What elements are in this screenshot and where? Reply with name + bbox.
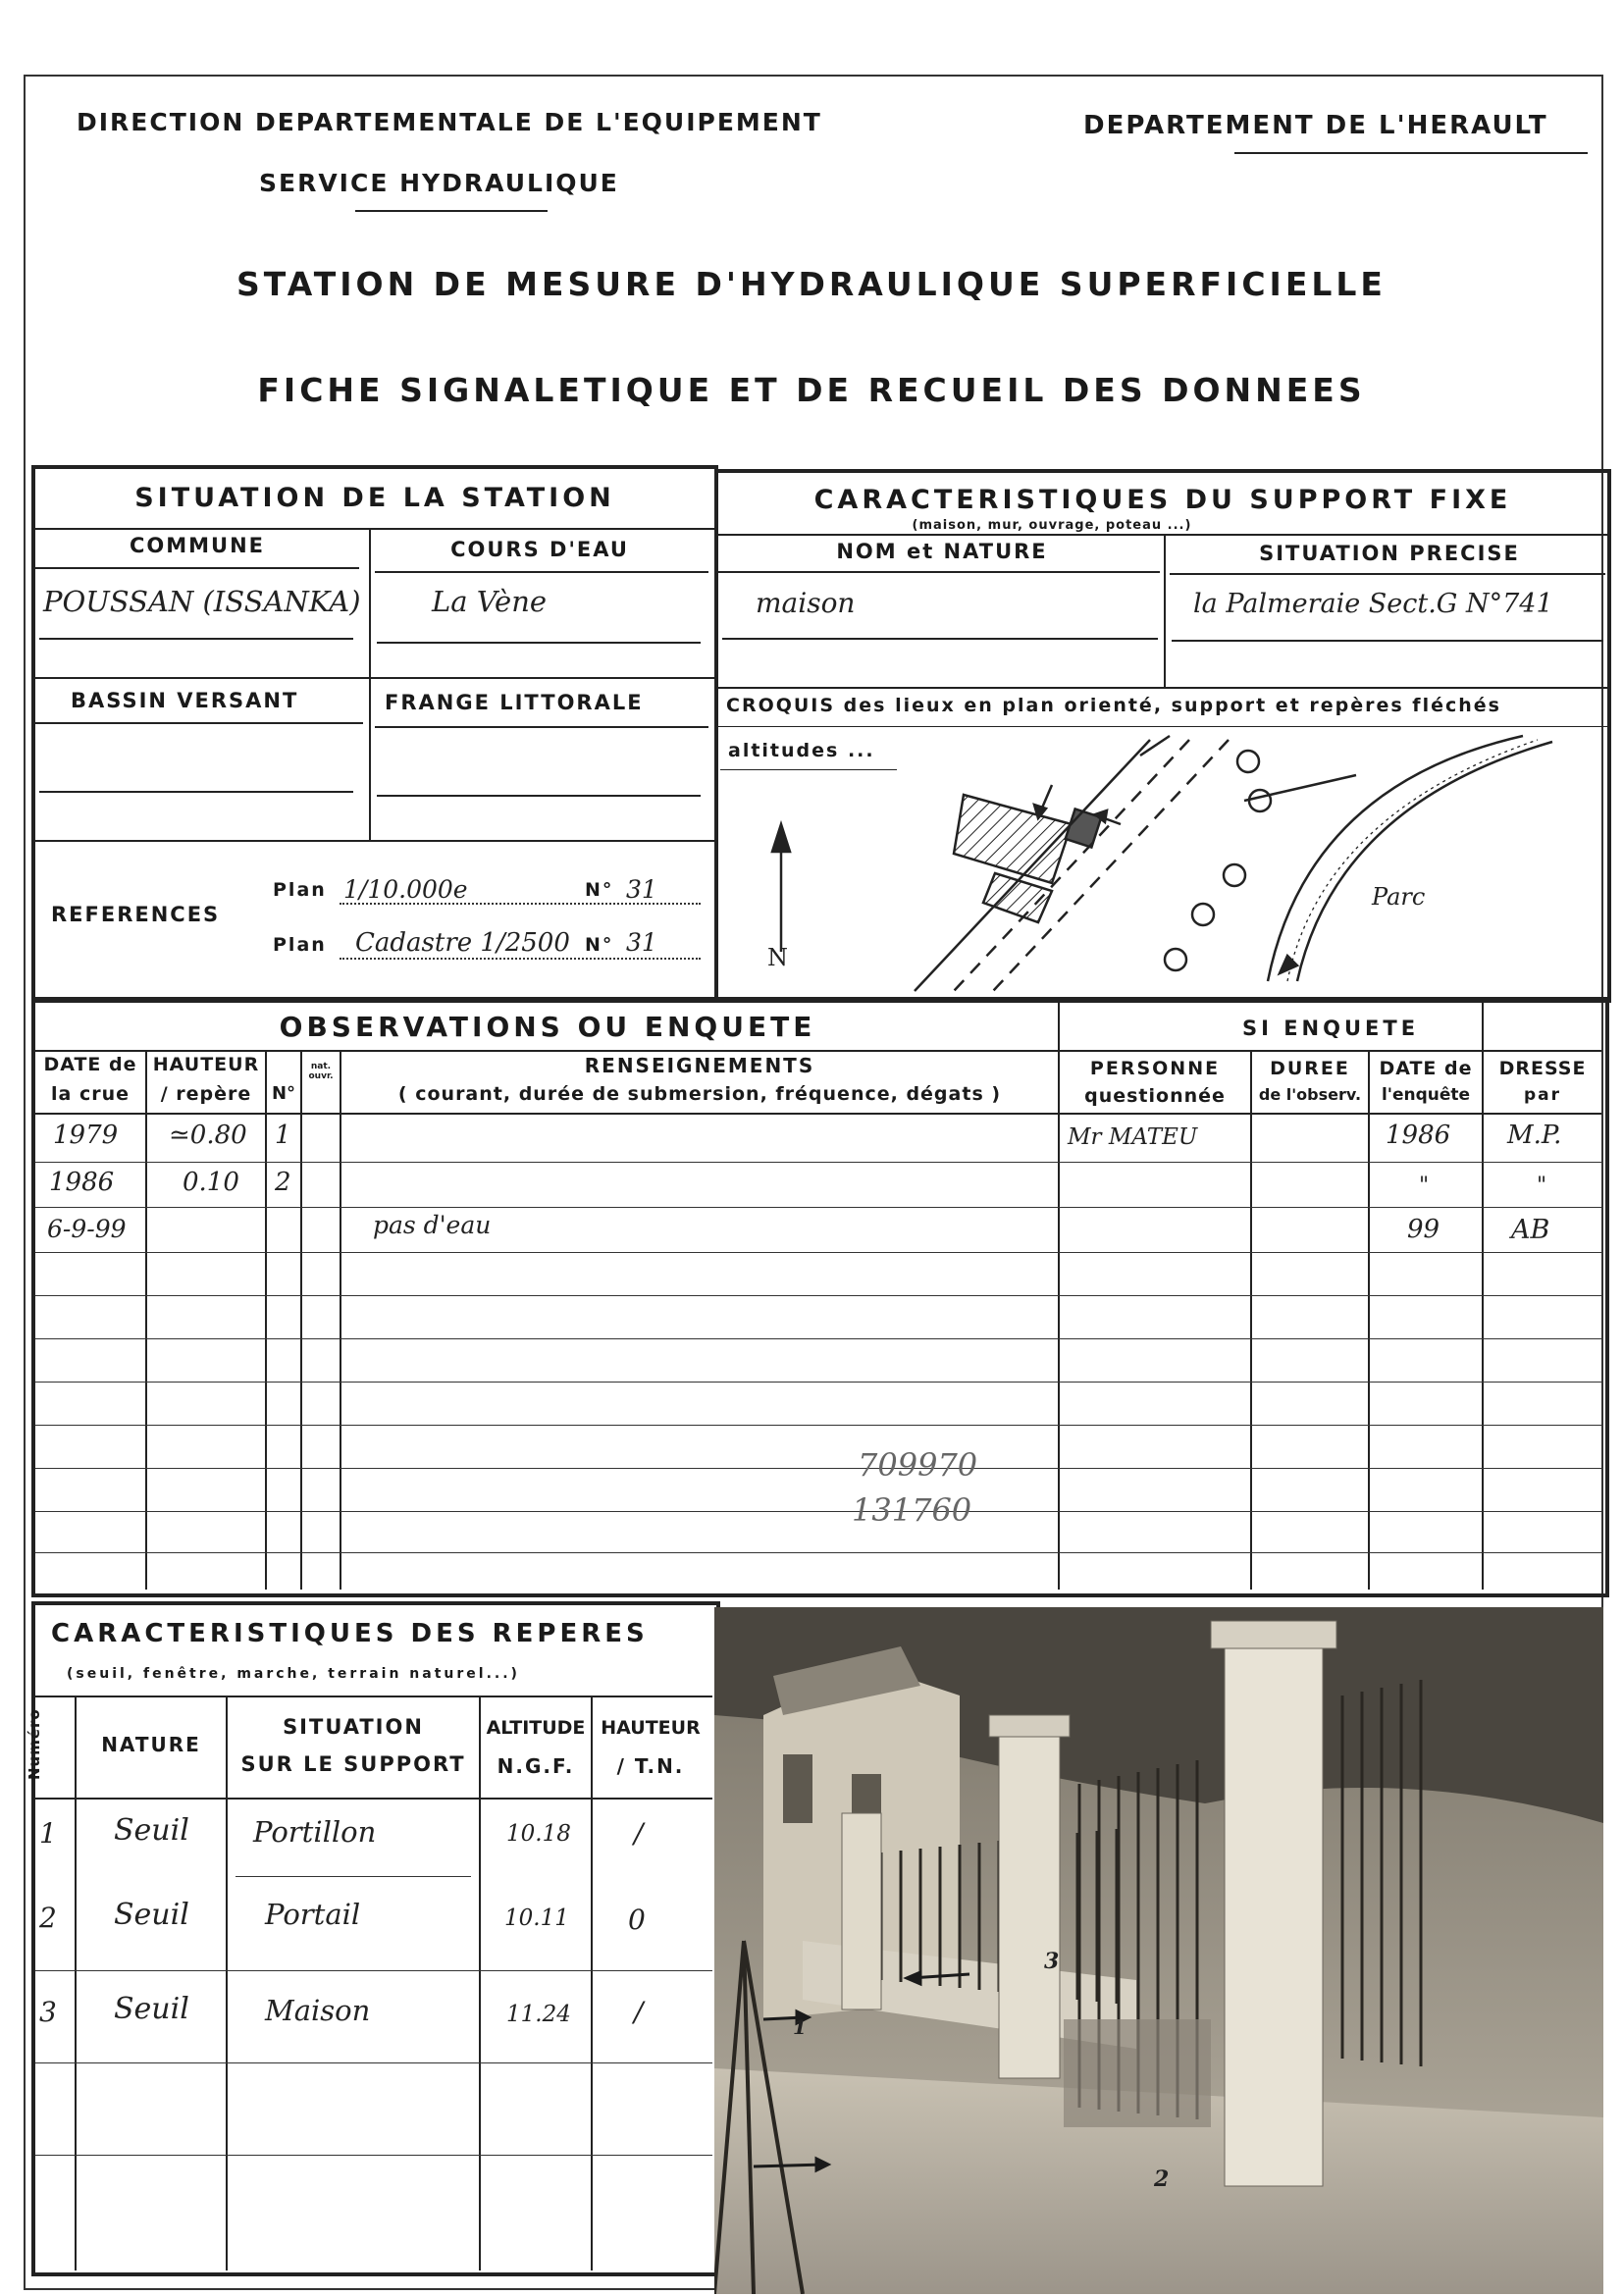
col-duree-2: de l'observ. — [1258, 1085, 1362, 1104]
reperes-heading: CARACTERISTIQUES DES REPERES — [51, 1619, 649, 1648]
col-nature: NATURE — [101, 1733, 201, 1756]
repere-row-2-no: 2 — [39, 1902, 57, 1934]
cours-label: COURS D'EAU — [450, 538, 629, 561]
croquis-label: CROQUIS des lieux en plan orienté, support et repères fléchés — [726, 695, 1501, 716]
nom-value: maison — [756, 587, 856, 619]
obs-row-1-no: 1 — [275, 1121, 291, 1150]
repere-row-1-situation: Portillon — [253, 1815, 377, 1849]
photo-marker-1: 1 — [793, 2015, 807, 2039]
col-altitude-2: N.G.F. — [497, 1754, 575, 1778]
si-enquete-heading: SI ENQUETE — [1241, 1017, 1420, 1040]
col-personne-2: questionnée — [1084, 1085, 1226, 1107]
col-duree-1: DUREE — [1270, 1058, 1350, 1079]
plan1-no-label: N° — [585, 879, 614, 901]
obs-row-1-personne: Mr MATEU — [1068, 1124, 1198, 1150]
col-date-1: DATE de — [43, 1054, 137, 1075]
reperes-subheading: (seuil, fenêtre, marche, terrain naturel...) — [67, 1666, 520, 1682]
plan1-no: 31 — [626, 875, 657, 904]
col-no: N° — [271, 1083, 296, 1104]
obs-row-3-dresse: AB — [1511, 1215, 1550, 1245]
coord-y: 131760 — [852, 1491, 972, 1529]
repere-row-1-hauteur: / — [634, 1817, 644, 1850]
header-direction: DIRECTION DEPARTEMENTALE DE L'EQUIPEMENT — [77, 108, 822, 136]
col-situation-1: SITUATION — [283, 1715, 424, 1739]
header-departement: DEPARTEMENT DE L'HERAULT — [1083, 111, 1548, 140]
col-personne-1: PERSONNE — [1089, 1058, 1221, 1079]
col-date-enq-1: DATE de — [1379, 1058, 1473, 1079]
repere-row-3-situation: Maison — [265, 1994, 371, 2027]
references-label: REFERENCES — [51, 903, 221, 926]
plan2-no-label: N° — [585, 934, 614, 956]
repere-row-3-altitude: 11.24 — [506, 2002, 571, 2027]
repere-row-2-altitude: 10.11 — [504, 1905, 569, 1931]
situation-heading: SITUATION DE LA STATION — [134, 483, 615, 513]
situation-precise-label: SITUATION PRECISE — [1259, 542, 1520, 565]
repere-row-2-situation: Portail — [265, 1898, 361, 1931]
col-altitude-1: ALTITUDE — [486, 1717, 586, 1739]
plan2-prefix: Plan — [273, 934, 327, 956]
obs-row-1-hauteur: ≃0.80 — [169, 1121, 247, 1150]
photo-marker-2: 2 — [1154, 2166, 1170, 2192]
repere-row-3-no: 3 — [39, 1996, 57, 2028]
support-subheading: (maison, mur, ouvrage, poteau ...) — [912, 518, 1192, 533]
repere-row-2-hauteur: 0 — [628, 1904, 646, 1936]
header-service: SERVICE HYDRAULIQUE — [259, 169, 619, 197]
plan1-value: 1/10.000e — [343, 875, 468, 904]
col-hauteur-tn-1: HAUTEUR — [601, 1717, 701, 1739]
obs-row-2-date-enq: " — [1419, 1174, 1430, 1198]
obs-row-1-dresse: M.P. — [1507, 1121, 1562, 1150]
title-station: STATION DE MESURE D'HYDRAULIQUE SUPERFICIELLE — [236, 265, 1387, 303]
repere-row-3-hauteur: / — [634, 1996, 644, 2028]
col-hauteur-2: / repère — [160, 1083, 252, 1105]
cours-value: La Vène — [432, 585, 548, 618]
repere-row-3-nature: Seuil — [114, 1992, 189, 2026]
observations-heading: OBSERVATIONS OU ENQUETE — [279, 1011, 816, 1043]
plan1-prefix: Plan — [273, 879, 327, 901]
col-rens: RENSEIGNEMENTS — [584, 1054, 815, 1077]
repere-row-1-altitude: 10.18 — [506, 1821, 571, 1847]
col-date-enq-2: l'enquête — [1381, 1085, 1471, 1105]
col-situation-2: SUR LE SUPPORT — [240, 1752, 466, 1776]
col-hauteur-1: HAUTEUR — [152, 1054, 260, 1075]
situation-precise-value: la Palmeraie Sect.G N°741 — [1193, 589, 1553, 619]
title-fiche: FICHE SIGNALETIQUE ET DE RECUEIL DES DONNEES — [257, 371, 1366, 409]
reperes-box — [31, 1601, 720, 2276]
plan2-no: 31 — [626, 928, 657, 957]
frange-label: FRANGE LITTORALE — [385, 691, 644, 714]
repere-row-1-no: 1 — [39, 1817, 57, 1850]
commune-label: COMMUNE — [129, 534, 266, 557]
obs-row-2-date: 1986 — [49, 1168, 115, 1197]
col-dresse-2: par — [1523, 1085, 1562, 1105]
sketch-parc-label: Parc — [1372, 883, 1426, 911]
col-nat: nat. ouvr. — [308, 1062, 334, 1081]
col-numero: Numéro — [26, 1708, 43, 1780]
bassin-label: BASSIN VERSANT — [71, 689, 299, 712]
obs-row-3-rens: pas d'eau — [373, 1211, 492, 1239]
col-date-2: la crue — [51, 1083, 130, 1105]
support-heading: CARACTERISTIQUES DU SUPPORT FIXE — [813, 485, 1512, 515]
nom-label: NOM et NATURE — [836, 540, 1048, 563]
plan2-value: Cadastre 1/2500 — [355, 928, 570, 958]
commune-value: POUSSAN (ISSANKA) — [43, 585, 361, 618]
obs-row-3-date-enq: 99 — [1407, 1215, 1440, 1244]
obs-row-1-date: 1979 — [53, 1121, 119, 1150]
obs-row-2-no: 2 — [275, 1168, 291, 1197]
repere-row-2-nature: Seuil — [114, 1898, 189, 1932]
col-dresse-1: DRESSE — [1498, 1058, 1587, 1079]
obs-row-2-hauteur: 0.10 — [183, 1168, 239, 1197]
repere-row-1-nature: Seuil — [114, 1813, 189, 1848]
col-hauteur-tn-2: / T.N. — [616, 1754, 685, 1778]
croquis-label-2: altitudes ... — [728, 740, 875, 761]
col-rens-sub: ( courant, durée de submersion, fréquence, dégats ) — [397, 1083, 1002, 1105]
obs-row-1-date-enq: 1986 — [1386, 1121, 1451, 1150]
photo-marker-3: 3 — [1044, 1949, 1060, 1974]
obs-row-2-dresse: " — [1537, 1174, 1547, 1198]
obs-row-3-date: 6-9-99 — [47, 1215, 127, 1243]
site-sketch — [718, 726, 1603, 993]
coord-x: 709970 — [858, 1446, 978, 1484]
sketch-north-label: N — [767, 944, 788, 971]
